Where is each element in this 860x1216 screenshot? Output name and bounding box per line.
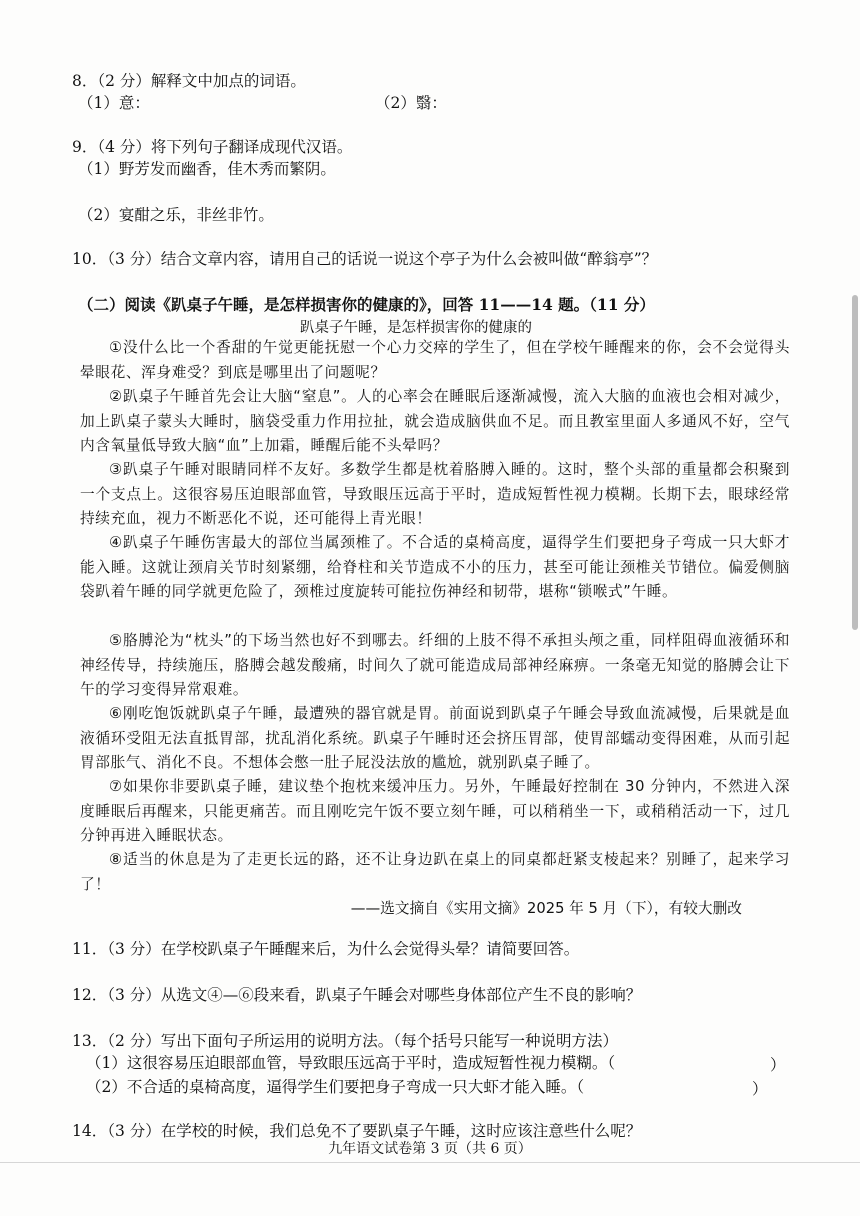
footer-divider xyxy=(0,1162,860,1163)
article-paragraph-7: ⑦如果你非要趴桌子睡，建议垫个抱枕来缓冲压力。另外，午睡最好控制在 30 分钟内，不然进入深度睡眠后再醒来，只能更痛苦。而且刚吃完午饭不要立刻午睡，可以稍稍坐一下，或稍稍活动一下，过几分钟再进入睡眠状态。 xyxy=(80,778,790,844)
question-8-stem: 8．（2 分）解释文中加点的词语。 xyxy=(72,72,306,90)
article-paragraph-8: ⑧适当的休息是为了走更长远的路，还不让身边趴在桌上的同桌都赶紧支棱起来？别睡了，起来学习了！ xyxy=(80,851,790,893)
article-paragraph-2: ②趴桌子午睡首先会让大脑“窒息”。人的心率会在睡眠后逐渐减慢，流入大脑的血液也会相对减少，加上趴桌子蒙头大睡时，脑袋受重力作用拉扯，就会造成脑供血不足。而且教室里面人多通风不好，空气内含氧量低导致大脑“血”上加霜，睡醒后能不头晕吗？ xyxy=(80,388,790,454)
question-11-stem: 11．（3 分）在学校趴桌子午睡醒来后，为什么会觉得头晕？请简要回答。 xyxy=(72,940,580,958)
question-13-sub-2: （2）不合适的桌椅高度，逼得学生们要把身子弯成一只大虾才能入睡。（ xyxy=(86,1078,585,1096)
answer-blank-13-2-close: ） xyxy=(752,1080,768,1098)
question-9-sub-1: （1）野芳发而幽香，佳木秀而繁阴。 xyxy=(78,160,336,178)
question-13-stem: 13．（2 分）写出下面句子所运用的说明方法。（每个括号只能写一种说明方法） xyxy=(72,1032,619,1050)
article-source: ——选文摘自《实用文摘》2025 年 5 月（下），有较大删改 xyxy=(350,900,742,917)
question-9-stem: 9．（4 分）将下列句子翻译成现代汉语。 xyxy=(72,138,353,156)
question-13-sub-1: （1）这很容易压迫眼部血管，导致眼压远高于平时，造成短暂性视力模糊。（ xyxy=(86,1054,616,1072)
answer-blank-13-1-close: ） xyxy=(770,1056,786,1074)
article-title: 趴桌子午睡，是怎样损害你的健康的 xyxy=(300,320,532,336)
article-paragraph-1: ①没什么比一个香甜的午觉更能抚慰一个心力交瘁的学生了，但在学校午睡醒来的你，会不会觉得头晕眼花、浑身难受？到底是哪里出了问题呢？ xyxy=(80,339,790,381)
page-footer: 九年语文试卷第 3 页（共 6 页） xyxy=(328,1141,532,1157)
question-10-stem: 10．（3 分）结合文章内容，请用自己的话说一说这个亭子为什么会被叫做“醉翁亭”？ xyxy=(72,250,658,268)
article-paragraph-3: ③趴桌子午睡对眼睛同样不友好。多数学生都是枕着胳膊入睡的。这时，整个头部的重量都会积聚到一个支点上。这很容易压迫眼部血管，导致眼压远高于平时，造成短暂性视力模糊。长期下去，眼球经常持续充血，视力不断恶化不说，还可能得上青光眼！ xyxy=(80,461,790,527)
question-8-sub-2: （2）翳： xyxy=(375,94,447,112)
question-9-sub-2: （2）宴酣之乐，非丝非竹。 xyxy=(78,206,274,224)
section-2-heading: （二）阅读《趴桌子午睡，是怎样损害你的健康的》，回答 11——14 题。（11 分） xyxy=(78,295,655,314)
article-paragraph-4: ④趴桌子午睡伤害最大的部位当属颈椎了。不合适的桌椅高度，逼得学生们要把身子弯成一只大虾才能入睡。这就让颈肩关节时刻紧绷，给脊柱和关节造成不小的压力，甚至可能让颈椎关节错位。偏爱侧脑袋趴着午睡的同学就更危险了，颈椎过度旋转可能拉伤神经和韧带，堪称“锁喉式”午睡。 xyxy=(80,534,790,600)
question-14-stem: 14．（3 分）在学校的时候，我们总免不了要趴桌子午睡，这时应该注意些什么呢？ xyxy=(72,1122,642,1140)
article-paragraph-5: ⑤胳膊沦为“枕头”的下场当然也好不到哪去。纤细的上肢不得不承担头颅之重，同样阻碍血液循环和神经传导，持续施压，胳膊会越发酸痛，时间久了就可能造成局部神经麻痹。一条毫无知觉的胳膊会让下午的学习变得异常艰难。 xyxy=(80,632,790,698)
question-12-stem: 12．（3 分）从选文④—⑥段来看，趴桌子午睡会对哪些身体部位产生不良的影响？ xyxy=(72,986,642,1004)
scrollbar[interactable] xyxy=(852,295,858,630)
article-paragraph-6: ⑥刚吃饱饭就趴桌子午睡，最遭殃的器官就是胃。前面说到趴桌子午睡会导致血流减慢，后果就是血液循环受阻无法直抵胃部，扰乱消化系统。趴桌子午睡时还会挤压胃部，使胃部蠕动变得困难，从而引起胃部胀气、消化不良。不想体会憋一肚子屁没法放的尴尬，就别趴桌子睡了。 xyxy=(80,705,790,771)
question-8-sub-1: （1）意： xyxy=(78,94,150,112)
